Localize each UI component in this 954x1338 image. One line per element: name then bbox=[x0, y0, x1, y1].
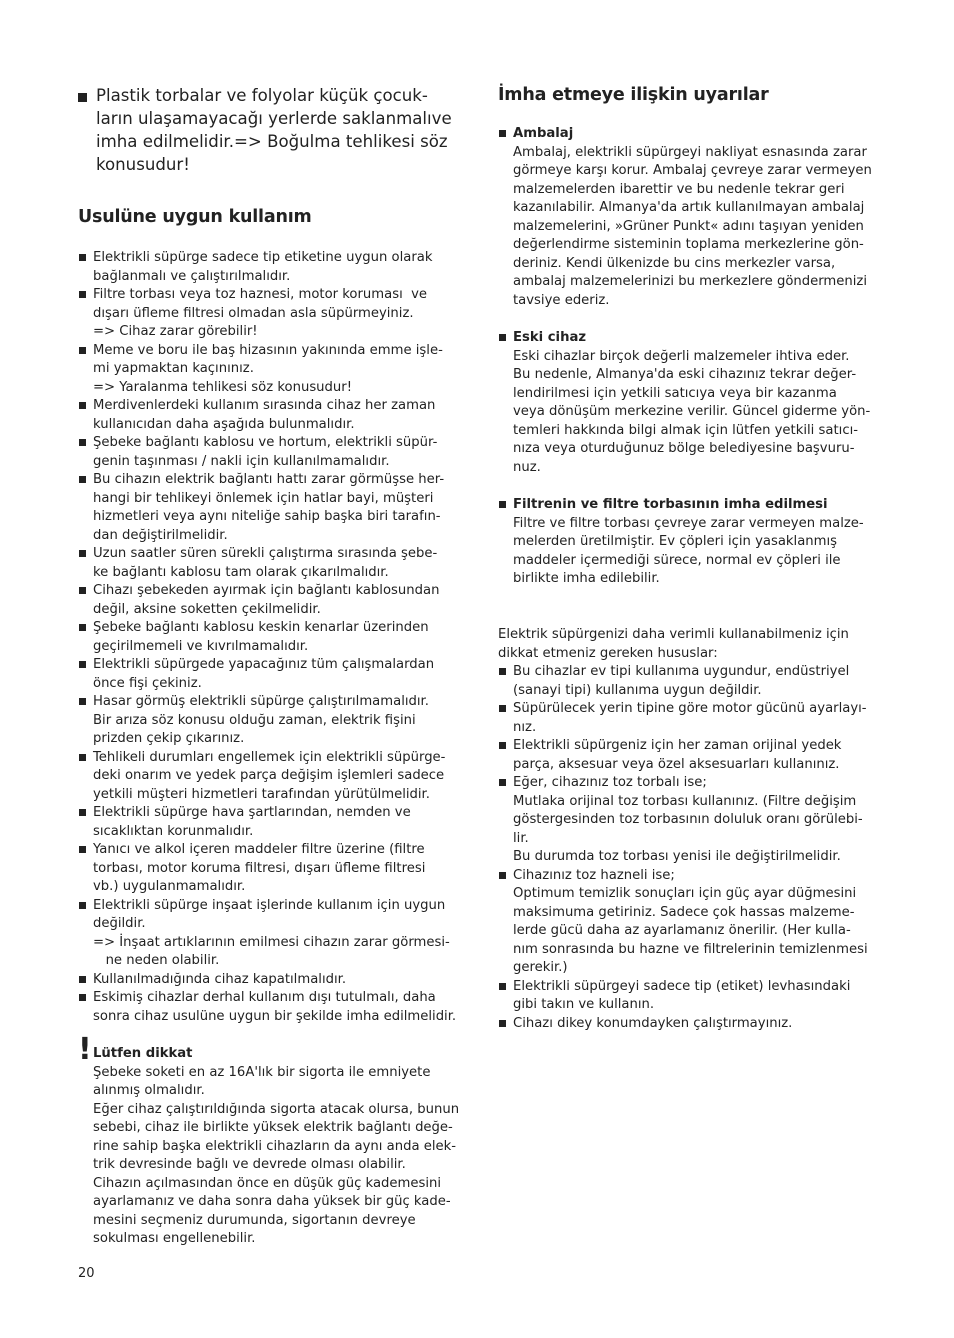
text-line: malzemelerini, »Grüner Punkt« adını taşıyan yeniden bbox=[513, 218, 864, 234]
bullet-square-icon bbox=[78, 93, 87, 102]
intro-text bbox=[78, 84, 458, 176]
text-line: deriniz. Kendi ülkenizde bu cins merkezler varsa, bbox=[513, 255, 836, 271]
text-line: dışarı üfleme filtresi olmadan asla süpürmeyiniz. bbox=[93, 305, 414, 321]
list-item bbox=[78, 397, 463, 434]
text-line: Eğer cihaz çalıştırıldığında sigorta atacak olursa, bunun bbox=[93, 1101, 460, 1117]
text-line: Şebeke bağlantı kablosu keskin kenarlar üzerinden bbox=[93, 620, 429, 635]
text-line: dan değiştirilmelidir. bbox=[93, 527, 228, 543]
list-item bbox=[78, 342, 463, 398]
disposal-old-device-body bbox=[498, 348, 888, 478]
text-line: trik devresinde bağlı ve devrede olması olabilir. bbox=[93, 1157, 406, 1172]
text-line: Cihazı şebekeden ayırmak için bağlantı kablosundan bbox=[93, 583, 440, 598]
caution-body bbox=[78, 1064, 463, 1249]
text-line: değildir. bbox=[93, 916, 146, 931]
disposal-old-device-title: Eski cihaz bbox=[498, 329, 888, 348]
text-line: Bu nedenle, Almanya'da eski cihazınız tekrar değer- bbox=[513, 367, 857, 382]
text-line: nım sonrasında bu hazne ve filtrelerinin temizlenmesi bbox=[513, 941, 868, 957]
text-line: Eskimiş cihazlar derhal kullanım dışı tutulmalı, daha bbox=[93, 990, 436, 1005]
text-line: Eski cihazlar birçok değerli malzemeler ihtiva eder. bbox=[513, 348, 850, 364]
list-item bbox=[498, 978, 888, 1015]
usage-tips-list bbox=[498, 663, 888, 1033]
text-line: maddeler içermediği sürece, normal ev çöpleri ile bbox=[513, 552, 841, 568]
text-line: gerekir.) bbox=[513, 960, 568, 975]
disposal-filter-body bbox=[498, 515, 888, 589]
text-line: göstergesinden toz torbasının doluluk oranı görülebi- bbox=[513, 812, 863, 827]
text-line: değil, aksine soketten çekilmelidir. bbox=[93, 601, 321, 617]
text-line: mesini seçmeniz durumunda, sigortanın devreye bbox=[93, 1212, 416, 1228]
text-line: Tehlikeli durumları engellemek için elektrikli süpürge- bbox=[93, 749, 446, 765]
list-item bbox=[78, 582, 463, 619]
list-item bbox=[78, 249, 463, 286]
text-line: ve imha edilmelidir. bbox=[96, 109, 452, 151]
text-line: sebebi, cihaz ile birlikte yüksek elektrik bağlantı değe- bbox=[93, 1120, 453, 1135]
text-line: Filtre torbası veya toz haznesi, motor koruması ve bbox=[93, 287, 428, 302]
list-item bbox=[78, 897, 463, 971]
text-line: sıcaklıktan korunmalıdır. bbox=[93, 823, 254, 839]
text-line: Elektrikli süpürge hava şartlarından, nemden ve bbox=[93, 805, 411, 820]
text-line: malzemelerden ibarettir ve bu nedenle tekrar geri bbox=[513, 181, 845, 197]
text-line: => Cihaz zarar görebilir! bbox=[93, 324, 258, 339]
list-item bbox=[78, 286, 463, 342]
text-line: yetkili müşteri hizmetleri tarafından yürütülmelidir. bbox=[93, 786, 430, 802]
caution-title: Lütfen dikkat bbox=[93, 1046, 193, 1061]
text-line: alınmış olmalıdır. bbox=[93, 1083, 205, 1098]
text-line: lerde gücü daha az ayarlamanız önerilir. (Her kulla- bbox=[513, 923, 851, 938]
text-line: Elektrikli süpürge sadece tip etiketine uygun olarak bbox=[93, 250, 433, 265]
text-line: önce fişi çekiniz. bbox=[93, 675, 202, 691]
caution-note bbox=[78, 1032, 463, 1249]
text-line: parça, aksesuar veya özel aksesuarları kullanınız. bbox=[513, 756, 840, 772]
text-line: Ambalaj, elektrikli süpürgeyi nakliyat esnasında zarar bbox=[513, 144, 867, 160]
usage-tips bbox=[498, 626, 888, 1033]
disposal-old-device bbox=[498, 329, 888, 477]
text-line: Süpürülecek yerin tipine göre motor gücünü ayarlayı- bbox=[513, 701, 867, 716]
text-line: Plastik torbalar ve folyolar küçük çocuk- bbox=[96, 86, 428, 105]
text-line: Optimum temizlik sonuçları için güç ayar düğmesini bbox=[513, 886, 857, 901]
text-line: Yanıcı ve alkol içeren maddeler filtre üzerine (filtre bbox=[93, 842, 425, 857]
text-line: Bu cihazlar ev tipi kullanıma uygundur, endüstriyel bbox=[513, 664, 850, 679]
text-line: Elektrikli süpürge inşaat işlerinde kullanım için uygun bbox=[93, 897, 446, 913]
disposal-filter bbox=[498, 496, 888, 589]
text-line: Cihazın açılmasından önce en düşük güç kademesini bbox=[93, 1175, 442, 1191]
list-item bbox=[498, 663, 888, 700]
text-line: lir. bbox=[513, 830, 529, 846]
list-item bbox=[78, 693, 463, 749]
list-item bbox=[78, 971, 463, 990]
text-line: Elektrik süpürgenizi daha verimli kullanabilmeniz için bbox=[498, 627, 849, 642]
text-line: nuz. bbox=[513, 459, 541, 475]
disposal-packaging-title: Ambalaj bbox=[498, 125, 888, 144]
usage-tips-intro bbox=[498, 626, 888, 663]
text-line: Uzun saatler süren sürekli çalıştırma sırasında şebe- bbox=[93, 546, 438, 561]
text-line: Eğer, cihazınız toz torbalı ise; bbox=[513, 775, 707, 790]
text-line: tavsiye ederiz. bbox=[513, 292, 610, 308]
list-item bbox=[78, 471, 463, 545]
text-line: ke bağlantı kablosu tam olarak çıkarılmalıdır. bbox=[93, 564, 389, 580]
list-item bbox=[78, 656, 463, 693]
disposal-filter-title: Filtrenin ve filtre torbasının imha edilmesi bbox=[498, 496, 888, 515]
text-line: dikkat etmeniz gereken hususlar: bbox=[498, 645, 718, 661]
text-line: sonra cihaz usulüne uygun bir şekilde imha edilmelidir. bbox=[93, 1008, 457, 1024]
list-item bbox=[78, 545, 463, 582]
text-line: prizden çekip çıkarınız. bbox=[93, 731, 245, 746]
text-line: Meme ve boru ile baş hizasının yakınında emme işle- bbox=[93, 342, 443, 358]
list-item bbox=[78, 841, 463, 897]
text-line: geçirilmemeli ve kıvrılmamalıdır. bbox=[93, 638, 309, 654]
text-line: => İnşaat artıklarının emilmesi cihazın zarar görmesi- bbox=[93, 934, 450, 950]
disposal-packaging bbox=[498, 125, 888, 310]
text-line: Elektrikli süpürgeyi sadece tip (etiket) levhasındaki bbox=[513, 978, 851, 994]
text-line: mi yapmaktan kaçınınız. bbox=[93, 361, 254, 376]
text-line: genin taşınması / nakli için kullanılmamalıdır. bbox=[93, 453, 390, 469]
text-line: hizmetleri veya aynı niteliğe sahip başka biri tarafın- bbox=[93, 509, 441, 524]
section-title-disposal: İmha etmeye ilişkin uyarılar bbox=[498, 85, 769, 105]
text-line: maksimuma getiriniz. Sadece çok hassas malzeme- bbox=[513, 904, 855, 920]
intro-warning bbox=[78, 84, 458, 176]
text-line: Bir arıza söz konusu olduğu zaman, elektrik fişini bbox=[93, 712, 416, 728]
usage-list bbox=[78, 249, 463, 1026]
text-line: veya dönüşüm merkezine verilir. Güncel giderme yön- bbox=[513, 404, 871, 419]
text-line: görmeye karşı korur. Ambalaj çevreye zarar vermeyen bbox=[513, 163, 872, 178]
text-line: => Boğulma tehlikesi söz konusudur! bbox=[96, 132, 448, 174]
text-line: Filtre ve filtre torbası çevreye zarar vermeyen malze- bbox=[513, 515, 864, 531]
list-item bbox=[78, 989, 463, 1026]
text-line: ne neden olabilir. bbox=[93, 953, 220, 968]
list-item bbox=[78, 619, 463, 656]
text-line: deki onarım ve yedek parça değişim işlemleri sadece bbox=[93, 768, 445, 783]
text-line: ambalaj malzemelerinizi bu merkezlere göndermenizi bbox=[513, 274, 867, 289]
text-line: değerlendirme sisteminin toplama merkezlerine gön- bbox=[513, 237, 864, 252]
text-line: lendirilmesi için yetkili satıcıya veya bir kazanma bbox=[513, 385, 837, 401]
text-line: torbası, motor koruma filtresi, dışarı üfleme filtresi bbox=[93, 860, 426, 876]
text-line: hangi bir tehlikeyi önlemek için hatlar bayi, müşteri bbox=[93, 490, 434, 506]
text-line: Cihazınız toz hazneli ise; bbox=[513, 867, 675, 883]
text-line: Mutlaka orijinal toz torbası kullanınız. (Filtre değişim bbox=[513, 793, 857, 809]
text-line: melerden üretilmiştir. Ev çöpleri için yasaklanmış bbox=[513, 534, 838, 549]
text-line: Elektrikli süpürgeniz için her zaman orijinal yedek bbox=[513, 738, 842, 753]
text-line: sokulması engellenebilir. bbox=[93, 1231, 256, 1246]
text-line: birlikte imha edilebilir. bbox=[513, 571, 660, 586]
list-item bbox=[78, 749, 463, 805]
text-line: Merdivenlerdeki kullanım sırasında cihaz her zaman bbox=[93, 398, 436, 413]
disposal-packaging-body bbox=[498, 144, 888, 311]
text-line: Kullanılmadığında cihaz kapatılmalıdır. bbox=[93, 971, 347, 987]
text-line: Cihazı dikey konumdayken çalıştırmayınız. bbox=[513, 1015, 793, 1031]
text-line: (sanayi tipi) kullanıma uygun değildir. bbox=[513, 682, 762, 698]
list-item bbox=[78, 804, 463, 841]
text-line: kullanıcıdan daha aşağıda bulunmalıdır. bbox=[93, 416, 355, 432]
text-line: kazanılabilir. Almanya'da artık kullanılmayan ambalaj bbox=[513, 200, 865, 215]
text-line: Hasar görmüş elektrikli süpürge çalıştırılmamalıdır. bbox=[93, 694, 429, 709]
text-line: ayarlamanız ve daha sonra daha yüksek bir güç kade- bbox=[93, 1194, 451, 1209]
list-item bbox=[498, 1015, 888, 1034]
text-line: nıza veya oturduğunuz bölge belediyesine başvuru- bbox=[513, 441, 855, 456]
text-line: nız. bbox=[513, 719, 537, 735]
exclamation-icon: ! bbox=[78, 1032, 92, 1067]
text-line: => Yaralanma tehlikesi söz konusudur! bbox=[93, 379, 352, 395]
list-item bbox=[498, 774, 888, 867]
page-number: 20 bbox=[78, 1266, 95, 1281]
section-title-usage: Usulüne uygun kullanım bbox=[78, 207, 312, 227]
text-line: Elektrikli süpürgede yapacağınız tüm çalışmalardan bbox=[93, 657, 435, 672]
list-item bbox=[498, 737, 888, 774]
text-line: vb.) uygulanmamalıdır. bbox=[93, 879, 246, 894]
list-item bbox=[498, 700, 888, 737]
text-line: bağlanmalı ve çalıştırılmalıdır. bbox=[93, 268, 291, 284]
text-line: temleri hakkında bilgi almak için lütfen yetkili satıcı- bbox=[513, 422, 858, 438]
text-line: Bu cihazın elektrik bağlantı hattı zarar görmüşse her- bbox=[93, 472, 445, 487]
text-line: Şebeke bağlantı kablosu ve hortum, elektrikli süpür- bbox=[93, 435, 438, 450]
text-line: rine sahip başka elektrikli cihazların da aynı anda elek- bbox=[93, 1138, 456, 1154]
text-line: gibi takın ve kullanın. bbox=[513, 997, 655, 1012]
text-line: Şebeke soketi en az 16A'lık bir sigorta ile emniyete bbox=[93, 1064, 431, 1080]
text-line: ların ulaşamayacağı yerlerde saklanmalı bbox=[96, 109, 432, 128]
list-item bbox=[498, 867, 888, 978]
list-item bbox=[78, 434, 463, 471]
text-line: Bu durumda toz torbası yenisi ile değiştirilmelidir. bbox=[513, 849, 841, 864]
